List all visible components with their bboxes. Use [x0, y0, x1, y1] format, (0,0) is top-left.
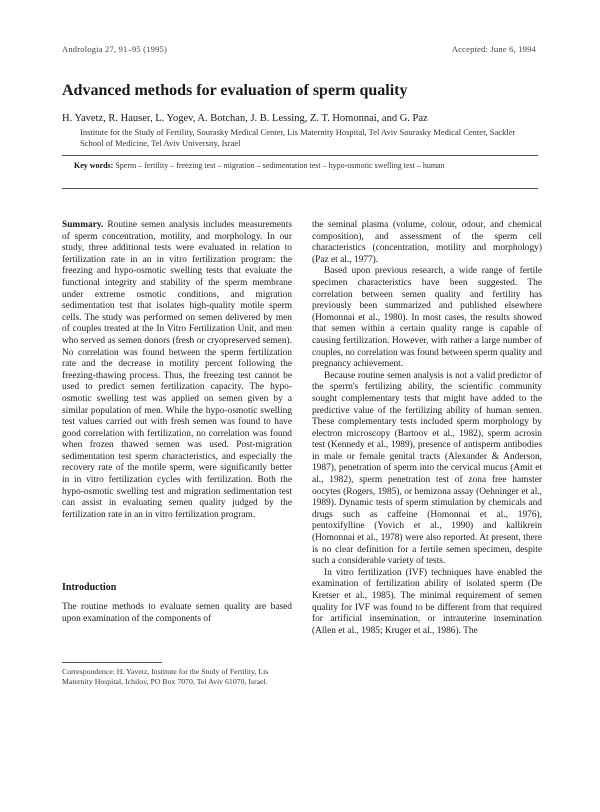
body-paragraph: In vitro fertilization (IVF) techniques have enabled the examination of fertilization ability of isolated sperm (De Kretser et al., 1985). The minimal requirement of semen quality for IVF was found to be different from that required for artificial insemination, or intrauterine insemination (Allen et al., 1985; Kruger et al., 1986). The: [312, 567, 542, 636]
author-list: H. Yavetz, R. Hauser, L. Yogev, A. Botchan, J. B. Lessing, Z. T. Homonnai, and G. Paz: [62, 113, 428, 124]
correspondence-note: Correspondence: H. Yavetz, Institute for the Study of Fertility, Lis Maternity Hospital, Ichilov, PO Box 7070, Tel Aviv 61070, Israel.: [62, 667, 269, 686]
journal-citation: Andrologia 27, 91–95 (1995): [62, 44, 168, 54]
body-paragraph: the seminal plasma (volume, colour, odour, and chemical composition), and assessment of the sperm cell characteristics (concentration, motility and morphology) (Paz et al., 1977).: [312, 220, 542, 265]
body-paragraph: Based upon previous research, a wide range of fertile specimen characteristics have been suggested. The correlation between semen quality and fertility has previously been summarized and published elsewhere (Homonnai et al., 1980). In most cases, the results showed that semen within a certain quality range is capable of causing fertilization. However, with rather a large number of couples, no correlation was found between sperm quality and pregnancy achievement.: [312, 266, 542, 370]
divider-top: [62, 155, 538, 156]
summary-paragraph: [62, 220, 292, 521]
article-title: Advanced methods for evaluation of sperm quality: [62, 82, 408, 99]
keywords-text: Sperm – fertility – freezing test – migration – sedimentation test – hypo-osmotic swelling test – human: [115, 161, 445, 170]
footnote-divider: [62, 662, 162, 663]
summary-text: Routine semen analysis includes measurements of sperm concentration, motility, and morphology. In our study, three additional tests were evaluated in relation to fertilization rate in an in vitro fertilization program: the freezing and hypo-osmotic swelling tests that evaluate the functional integrity and stability of the sperm membrane under extreme osmotic conditions, and migration sedimentation test that isolates high-quality motile sperm cells. The study was performed on semen delivered by men of couples treated at the In Vitro Fertilization Unit, and men who served as semen donors (fresh or cryopreserved semen). No correlation was found between the sperm fertilization rate and the decrease in motility percent following the freezing-thawing process. Thus, the freezing test cannot be used to predict semen fertilization capacity. The hypo-osmotic swelling test was applied on semen given by a similar population of men. While the hypo-osmotic swelling test values carried out with fresh semen was found to have good correlation with fertilization, no correlation was found when frozen thawed semen was used. Post-migration sedimentation test sperm characteristics, and especially the recovery rate of the motile sperm, were significantly better in in vitro fertilization cycles with fertilization. Both the hypo-osmotic swelling test and migration sedimentation test can assist in evaluating semen quality judged by the fertilization rate in an in vitro fertilization program.: [62, 220, 293, 520]
affiliation: Institute for the Study of Fertility, Sourasky Medical Center, Lis Maternity Hospital, Tel Aviv Sourasky Medical Center, Sackler School of Medicine, Tel Aviv University, Israel: [80, 127, 516, 148]
right-column: [312, 220, 542, 637]
introduction-text: The routine methods to evaluate semen quality are based upon examination of the components of: [62, 602, 292, 624]
body-paragraph: Because routine semen analysis is not a valid predictor of the sperm's fertilizing ability, the scientific community sought complementary tests that might have added to the predictive value of the fertilizing ability of human semen. These complementary tests included sperm morphology by electron microscopy (Bartoov et al., 1982), sperm acrosin test (Kennedy et al., 1989), presence of antisperm antibodies in male or female genital tracts (Alexander & Anderson, 1987), penetration of sperm into the cervical mucus (Amit et al., 1982), sperm penetration test of zona free hamster oocytes (Rogers, 1985), or hemizona assay (Oehninger et al., 1989). Dynamic tests of sperm stimulation by chemicals and drugs such as caffeine (Homonnai et al., 1976), pentoxifylline (Yovich et al., 1990) and kallikrein (Homonnai et al., 1978) were also reported. At present, there is no clear definition for a fertile semen specimen, despite such a considerable variety of tests.: [312, 370, 542, 567]
introduction-heading: Introduction: [62, 582, 117, 593]
left-column: [62, 220, 292, 521]
summary-label: Summary.: [62, 220, 104, 230]
keywords: [74, 161, 544, 171]
divider-bottom: [62, 188, 538, 189]
keywords-label: Key words:: [74, 161, 114, 170]
accepted-date: Accepted: June 6, 1994: [451, 44, 536, 54]
